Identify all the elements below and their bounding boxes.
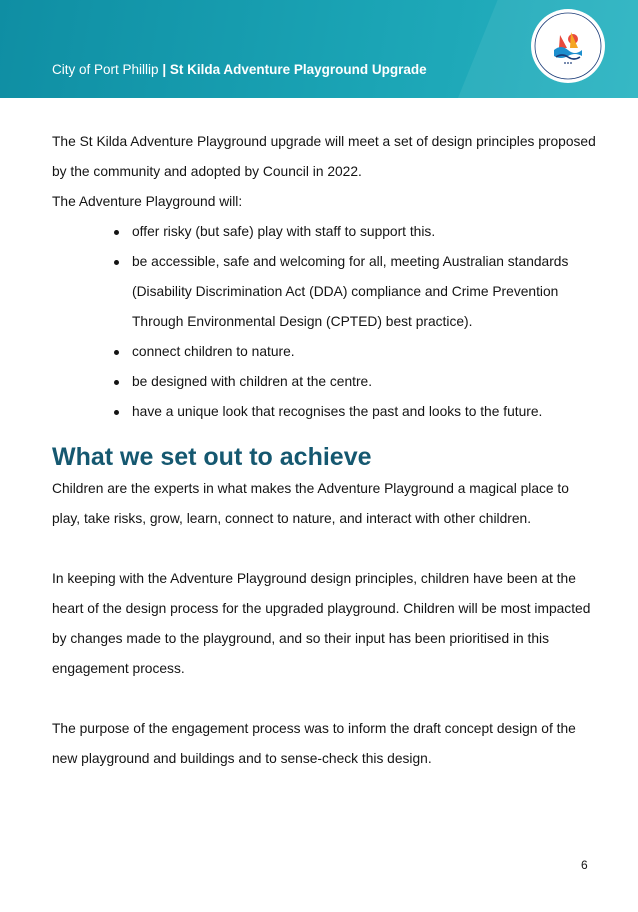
list-item: be accessible, safe and welcoming for all, meeting Australian standards (Disability Discrimination Act (DDA) compliance and Crime Prevention Through Environmental Design (CPTED) best practice).: [110, 247, 597, 337]
intro-paragraph: The St Kilda Adventure Playground upgrade will meet a set of design principles proposed by the community and adopted by Council in 2022.: [52, 134, 596, 179]
city-of-port-phillip-logo: [530, 8, 606, 84]
intro-lead: The Adventure Playground will:: [52, 194, 243, 209]
list-item: connect children to nature.: [110, 337, 597, 367]
paragraph-spacer: [52, 534, 597, 564]
list-item: have a unique look that recognises the past and looks to the future.: [110, 397, 597, 427]
section-paragraph: Children are the experts in what makes the Adventure Playground a magical place to play, take risks, grow, learn, connect to nature, and interact with other children.: [52, 481, 569, 526]
page-header: [0, 0, 638, 98]
section-paragraph: In keeping with the Adventure Playground design principles, children have been at the heart of the design process for the upgraded playground. Children will be most impacted by changes made to the playground, and so their input has been prioritised in this engagement process.: [52, 571, 591, 676]
header-doc-title: St Kilda Adventure Playground Upgrade: [169, 62, 427, 77]
design-principles-list: [52, 217, 597, 427]
page-number: 6: [581, 858, 588, 872]
page-body: [52, 127, 597, 774]
header-separator: |: [162, 62, 167, 77]
section-heading: What we set out to achieve: [52, 443, 372, 471]
header-title: [52, 62, 427, 77]
list-item: offer risky (but safe) play with staff to support this.: [110, 217, 597, 247]
paragraph-spacer: [52, 684, 597, 714]
list-item: be designed with children at the centre.: [110, 367, 597, 397]
section-paragraph: The purpose of the engagement process was to inform the draft concept design of the new playground and buildings and to sense-check this design.: [52, 721, 576, 766]
header-org: City of Port Phillip: [52, 62, 159, 77]
